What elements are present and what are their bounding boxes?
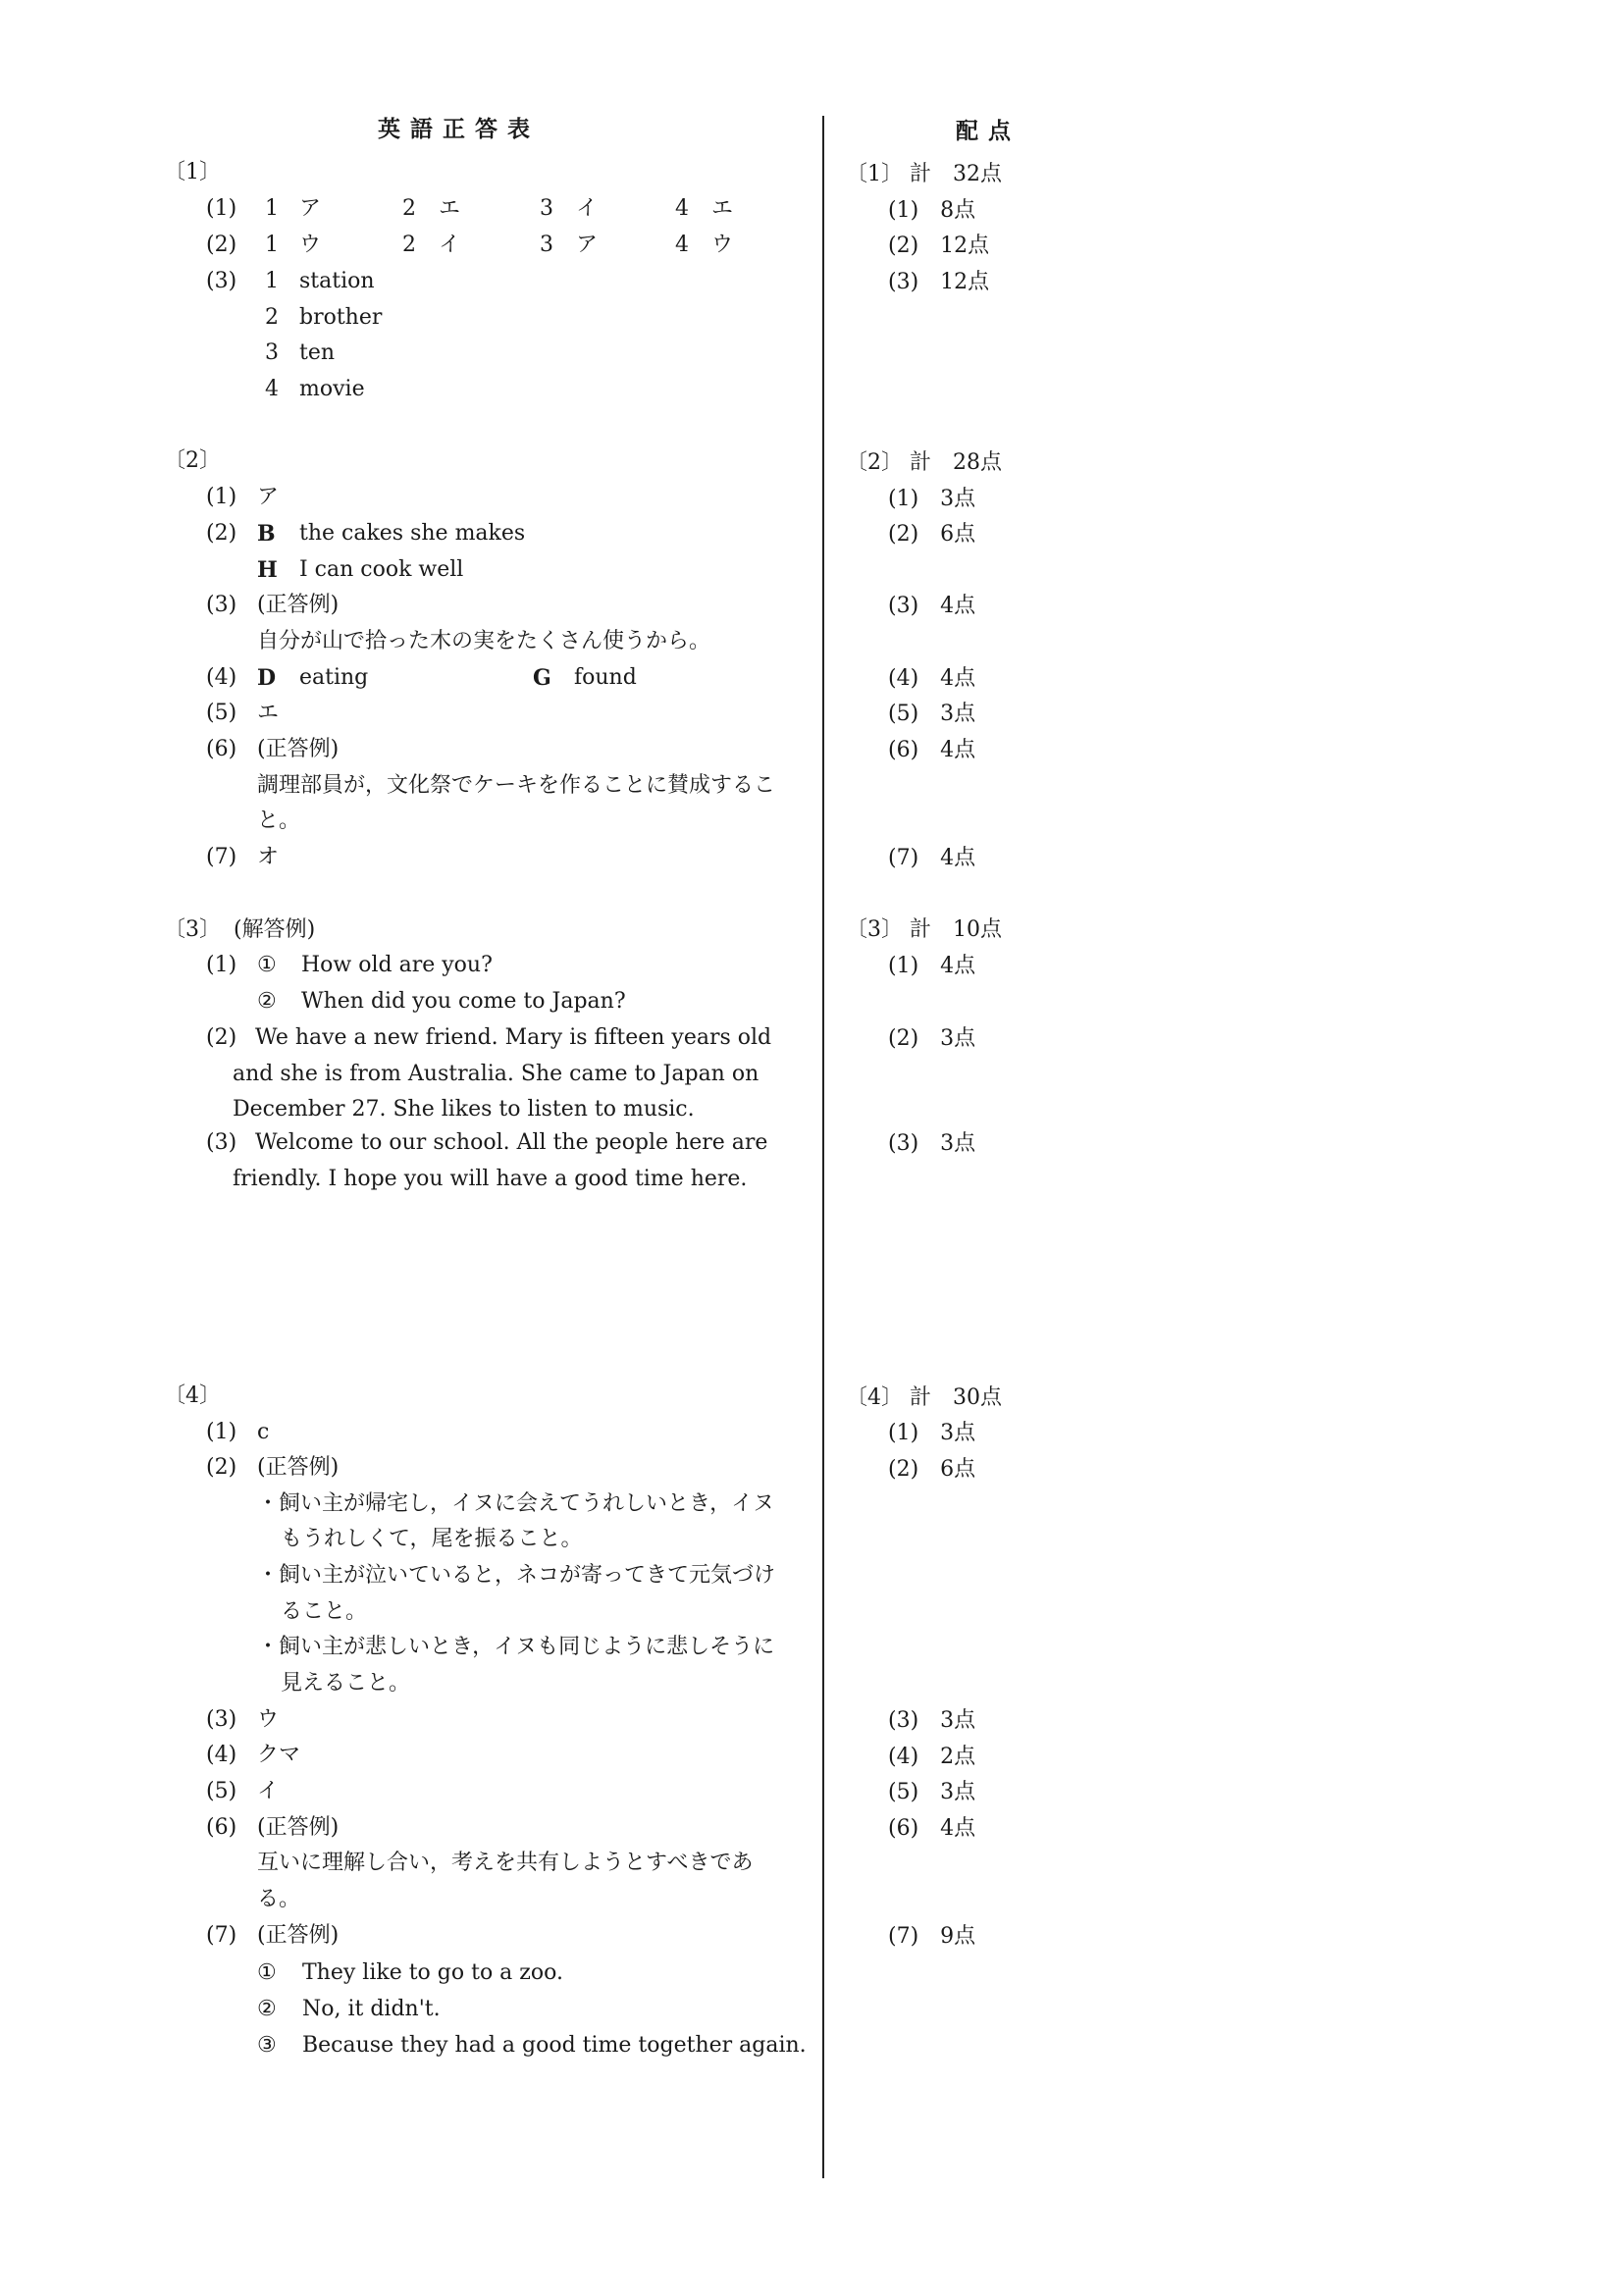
question-number: (2): [206, 233, 237, 257]
answer-text: オ: [257, 845, 280, 869]
bullet-item: ・飼い主が悲しいとき，イヌも同じように悲しそうに: [257, 1635, 775, 1659]
question-number: (7): [206, 1923, 237, 1948]
score-item: (1) 3点: [888, 1421, 976, 1445]
choice-number: 1: [265, 196, 279, 221]
question-number: (2): [206, 1455, 237, 1480]
question-number: (3): [206, 269, 237, 293]
answer-text: friendly. I hope you will have a good time here.: [233, 1167, 748, 1191]
answer-text: イ: [257, 1779, 280, 1803]
answer-text: と。: [257, 809, 301, 833]
column-divider: [822, 116, 824, 2178]
score-item: (6) 4点: [888, 738, 976, 762]
question-number: (3): [206, 1707, 237, 1732]
answer-note: (正答例): [257, 593, 340, 617]
score-item: (3) 3点: [888, 1708, 976, 1733]
question-number: (4): [206, 665, 237, 690]
score-item: (1) 8点: [888, 198, 976, 223]
answer-text: エ: [257, 701, 280, 725]
question-number: (3): [206, 1130, 237, 1155]
choice-answer: ウ: [299, 233, 322, 257]
choice-answer: エ: [711, 196, 734, 221]
choice-number: 1: [265, 233, 279, 257]
answer-text: the cakes she makes: [299, 521, 526, 546]
answer-text: ten: [299, 340, 336, 365]
answer-text: found: [574, 665, 637, 690]
score-item: (7) 4点: [888, 846, 976, 870]
score-item: (4) 4点: [888, 666, 976, 691]
answer-text: 自分が山で拾った木の実をたくさん使うから。: [257, 629, 711, 653]
question-number: (5): [206, 1779, 237, 1803]
question-number: (7): [206, 845, 237, 869]
answer-text: Welcome to our school. All the people here are: [255, 1130, 768, 1155]
score-item: (4) 2点: [888, 1745, 976, 1769]
question-number: (1): [206, 953, 237, 977]
answer-text: When did you come to Japan?: [301, 989, 626, 1014]
answer-note: (正答例): [257, 1923, 340, 1948]
score-item: (2) 6点: [888, 522, 976, 547]
score-item: (1) 4点: [888, 954, 976, 978]
answer-text: brother: [299, 305, 383, 330]
choice-answer: ウ: [711, 233, 734, 257]
choice-answer: ア: [576, 233, 599, 257]
choice-number: 3: [540, 233, 553, 257]
answer-text: 調理部員が，文化祭でケーキを作ることに賛成するこ: [257, 773, 776, 798]
score-item: (1) 3点: [888, 487, 976, 511]
choice-number: 4: [675, 196, 689, 221]
answer-note: (正答例): [257, 1455, 340, 1480]
question-number: (4): [206, 1743, 237, 1767]
question-number: (1): [206, 196, 237, 221]
score-total: 〔1〕 計 32点: [846, 162, 1002, 186]
answer-text: る。: [257, 1887, 301, 1911]
circled-number: ③: [257, 2033, 277, 2058]
answer-text: How old are you?: [301, 953, 493, 977]
answer-text: movie: [299, 377, 365, 401]
bullet-item: ること。: [281, 1599, 368, 1624]
bullet-item: ・飼い主が帰宅し，イヌに会えてうれしいとき，イヌ: [257, 1491, 775, 1516]
blank-letter: D: [257, 665, 277, 691]
question-number: (2): [206, 521, 237, 546]
answer-text: c: [257, 1420, 270, 1444]
answer-note: (解答例): [234, 917, 316, 942]
choice-number: 2: [402, 196, 416, 221]
answer-note: (正答例): [257, 1815, 340, 1840]
answer-text: station: [299, 269, 375, 293]
choice-number: 4: [675, 233, 689, 257]
answer-text: ウ: [257, 1707, 280, 1732]
blank-letter: H: [257, 557, 278, 583]
answer-text: Because they had a good time together again.: [302, 2033, 807, 2058]
answer-text: and she is from Australia. She came to Japan on: [233, 1062, 759, 1086]
choice-number: 3: [540, 196, 553, 221]
section-label: 〔1〕: [164, 160, 221, 184]
answer-text: ア: [257, 485, 280, 509]
choice-answer: ア: [299, 196, 322, 221]
score-item: (7) 9点: [888, 1924, 976, 1949]
score-item: (3) 3点: [888, 1131, 976, 1156]
question-number: (1): [206, 1420, 237, 1444]
circled-number: ①: [257, 953, 277, 977]
choice-answer: エ: [439, 196, 461, 221]
score-total: 〔4〕 計 30点: [846, 1385, 1002, 1410]
choice-answer: イ: [439, 233, 461, 257]
score-item: (5) 3点: [888, 702, 976, 726]
answer-text: December 27. She likes to listen to music.: [233, 1097, 695, 1122]
section-label: 〔2〕: [164, 448, 221, 473]
answer-text: We have a new friend. Mary is fifteen years old: [255, 1025, 772, 1050]
score-item: (3) 4点: [888, 594, 976, 618]
section-label: 〔3〕: [164, 917, 221, 942]
score-total: 〔2〕 計 28点: [846, 450, 1002, 475]
item-number: 1: [265, 269, 279, 293]
score-item: (2) 3点: [888, 1026, 976, 1051]
answer-text: I can cook well: [299, 557, 464, 582]
answer-text: 互いに理解し合い，考えを共有しようとすべきであ: [257, 1851, 754, 1875]
blank-letter: B: [257, 521, 276, 547]
question-number: (3): [206, 593, 237, 617]
item-number: 3: [265, 340, 279, 365]
bullet-item: 見えること。: [281, 1671, 411, 1696]
blank-letter: G: [533, 665, 551, 691]
choice-number: 2: [402, 233, 416, 257]
score-total: 〔3〕 計 10点: [846, 917, 1002, 942]
answer-text: クマ: [257, 1743, 301, 1767]
score-item: (3) 12点: [888, 270, 990, 294]
question-number: (5): [206, 701, 237, 725]
item-number: 4: [265, 377, 279, 401]
circled-number: ②: [257, 1997, 277, 2021]
answer-text: No, it didn't.: [302, 1997, 441, 2021]
question-number: (1): [206, 485, 237, 509]
answer-text: eating: [299, 665, 369, 690]
score-item: (2) 12点: [888, 234, 990, 258]
question-number: (6): [206, 1815, 237, 1840]
score-item: (2) 6点: [888, 1457, 976, 1482]
section-label: 〔4〕: [164, 1383, 221, 1408]
score-item: (5) 3点: [888, 1780, 976, 1804]
score-title: 配点: [956, 118, 1021, 144]
answer-sheet-title: 英語正答表: [378, 116, 540, 142]
bullet-item: ・飼い主が泣いていると，ネコが寄ってきて元気づけ: [257, 1563, 776, 1588]
score-item: (6) 4点: [888, 1816, 976, 1841]
answer-note: (正答例): [257, 737, 340, 761]
answer-text: They like to go to a zoo.: [302, 1960, 563, 1985]
question-number: (6): [206, 737, 237, 761]
circled-number: ②: [257, 989, 277, 1014]
bullet-item: もうれしくて，尾を振ること。: [281, 1527, 583, 1551]
item-number: 2: [265, 305, 279, 330]
choice-answer: イ: [576, 196, 599, 221]
question-number: (2): [206, 1025, 237, 1050]
circled-number: ①: [257, 1960, 277, 1985]
